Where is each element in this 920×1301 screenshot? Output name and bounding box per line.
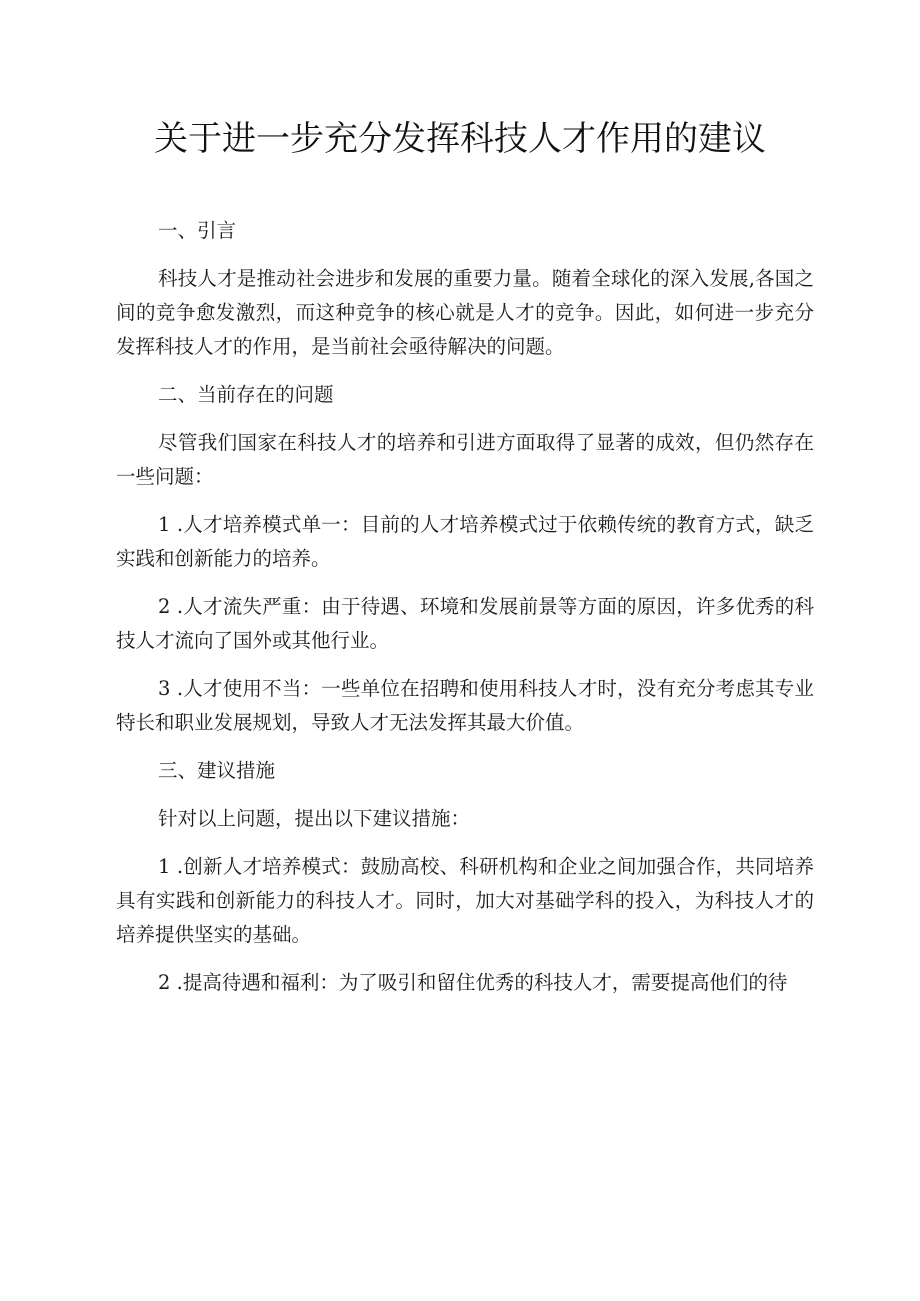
list-item-number: 2	[158, 971, 171, 994]
list-item	[116, 508, 814, 576]
paragraph: 针对以上问题，提出以下建议措施：	[158, 807, 471, 830]
paragraph: 科技人才是推动社会进步和发展的重要力量。随着全球化的深入发展,各国之间的竞争愈发激烈，而这种竞争的核心就是人才的竞争。因此，如何进一步充分发挥科技人才的作用，是当前社会亟待解决的问题。	[116, 267, 814, 358]
document-body	[116, 214, 814, 1014]
list-item-number: 1	[158, 513, 171, 536]
list-item	[116, 850, 814, 952]
list-item-number: 2	[158, 595, 171, 618]
list-item-text: .创新人才培养模式：鼓励高校、科研机构和企业之间加强合作，共同培养具有实践和创新能力的科技人才。同时，加大对基础学科的投入，为科技人才的培养提供坚实的基础。	[116, 855, 814, 946]
list-item	[116, 590, 814, 658]
paragraph: 尽管我们国家在科技人才的培养和引进方面取得了显著的成效，但仍然存在一些问题：	[116, 431, 814, 488]
list-item	[116, 672, 814, 740]
section-heading-problems: 二、当前存在的问题	[158, 383, 334, 406]
list-item-text: .人才使用不当：一些单位在招聘和使用科技人才时，没有充分考虑其专业特长和职业发展规划，导致人才无法发挥其最大价值。	[116, 677, 814, 734]
document-title: 关于进一步充分发挥科技人才作用的建议	[154, 119, 766, 159]
list-item-number: 1	[158, 855, 171, 878]
list-item-number: 3	[158, 677, 171, 700]
list-item-text: .人才流失严重：由于待遇、环境和发展前景等方面的原因，许多优秀的科技人才流向了国外或其他行业。	[116, 595, 814, 652]
section-heading-measures: 三、建议措施	[158, 759, 276, 782]
list-item	[116, 966, 814, 1000]
list-item-text: .提高待遇和福利：为了吸引和留住优秀的科技人才，需要提高他们的待	[176, 971, 788, 994]
list-item-text: .人才培养模式单一：目前的人才培养模式过于依赖传统的教育方式，缺乏实践和创新能力的培养。	[116, 513, 814, 570]
section-heading-intro: 一、引言	[158, 219, 237, 242]
